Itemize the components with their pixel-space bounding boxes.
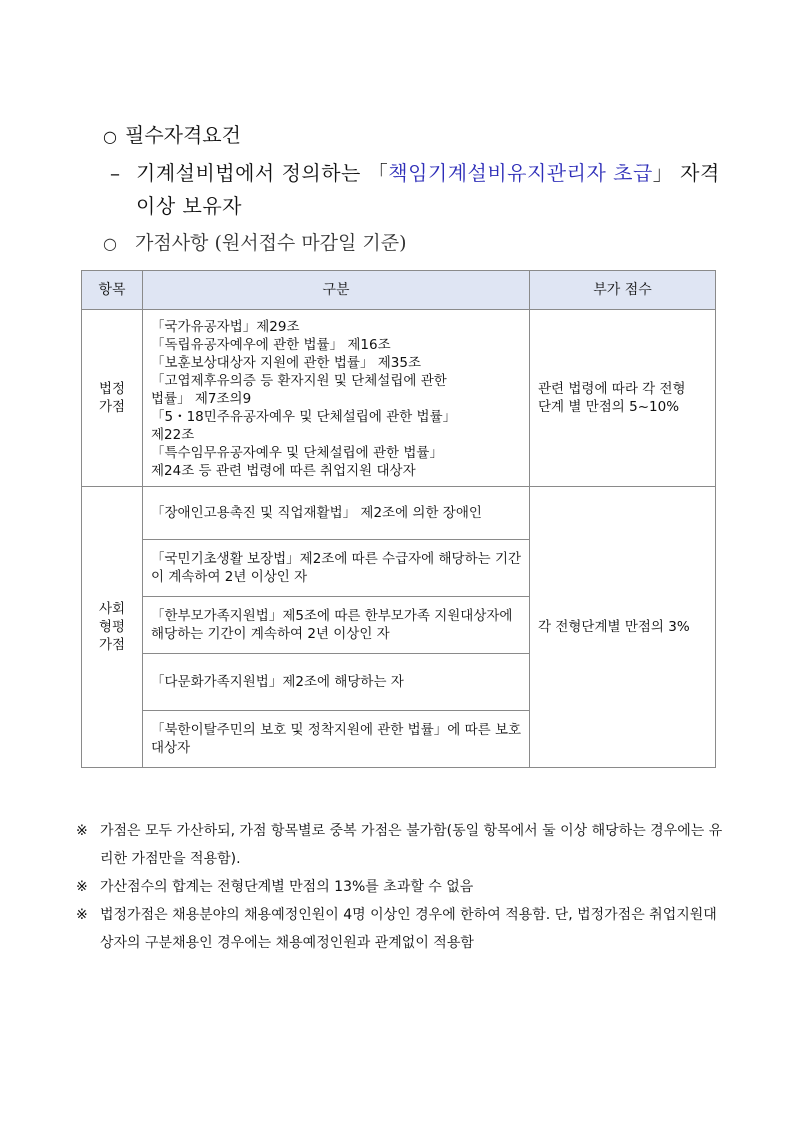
essential-heading xyxy=(103,121,241,151)
social-item: 「다문화가족지원법」제2조에 해당하는 자 xyxy=(143,654,530,711)
social-category-line: 형평 xyxy=(98,619,126,635)
legal-row xyxy=(82,310,716,487)
social-item: 「국민기초생활 보장법」제2조에 따른 수급자에 해당하는 기간이 계속하여 2년 이상인 자 xyxy=(143,540,530,597)
note-text: 가점은 모두 가산하되, 가점 항목별로 중복 가점은 불가함(동일 항목에서 둘 이상 해당하는 경우에는 유리한 가점만을 적용함). xyxy=(100,823,723,867)
requirement-highlight: 책임기계설비유지관리자 초급 xyxy=(388,161,653,185)
law-line: 법률」 제7조의9 xyxy=(151,391,252,407)
law-line: 「독립유공자예우에 관한 법률」 제16조 xyxy=(151,337,391,353)
legal-score-line: 관련 법령에 따라 각 전형 xyxy=(538,381,686,397)
header-score: 부가 점수 xyxy=(530,271,716,310)
law-line: 「5・18민주유공자예우 및 단체설립에 관한 법률」 xyxy=(151,409,457,425)
law-line: 제24조 등 관련 법령에 따른 취업지원 대상자 xyxy=(151,463,416,479)
header-division: 구분 xyxy=(143,271,530,310)
requirement-text-after: 」 자격 xyxy=(652,161,720,185)
notes xyxy=(76,817,726,957)
bonus-heading xyxy=(103,229,407,258)
law-line: 「국가유공자법」제29조 xyxy=(151,319,300,335)
requirement-line-2: 이상 보유자 xyxy=(136,194,242,218)
essential-requirement xyxy=(110,157,730,223)
social-row xyxy=(82,487,716,540)
requirement-text-before: 기계설비법에서 정의하는 「 xyxy=(136,161,389,185)
note-item xyxy=(76,817,726,873)
social-category-line: 가점 xyxy=(98,637,126,653)
reference-mark-icon: ※ xyxy=(76,907,88,923)
table-header-row xyxy=(82,271,716,310)
legal-category-line: 가점 xyxy=(98,399,126,415)
dash-bullet-icon: – xyxy=(110,161,121,185)
bonus-heading-text: 가점사항 (원서접수 마감일 기준) xyxy=(135,232,407,254)
legal-score-line: 단계 별 만점의 5~10% xyxy=(538,399,680,415)
reference-mark-icon: ※ xyxy=(76,823,88,839)
legal-category-line: 법정 xyxy=(98,381,126,397)
social-item: 「장애인고용촉진 및 직업재활법」 제2조에 의한 장애인 xyxy=(143,487,530,540)
note-item xyxy=(76,873,726,901)
legal-laws-cell xyxy=(143,310,530,487)
law-line: 「보훈보상대상자 지원에 관한 법률」 제35조 xyxy=(151,355,421,371)
law-line: 「고엽제후유의증 등 환자지원 및 단체설립에 관한 xyxy=(151,373,447,389)
social-category xyxy=(82,487,143,768)
social-score: 각 전형단계별 만점의 3% xyxy=(530,487,716,768)
essential-heading-text: 필수자격요건 xyxy=(125,123,241,147)
social-item: 「북한이탈주민의 보호 및 정착지원에 관한 법률」에 따른 보호대상자 xyxy=(143,711,530,768)
header-category: 항목 xyxy=(82,271,143,310)
note-text: 가산점수의 합계는 전형단계별 만점의 13%를 초과할 수 없음 xyxy=(100,879,474,895)
social-item: 「한부모가족지원법」제5조에 따른 한부모가족 지원대상자에 해당하는 기간이 계속하여 2년 이상인 자 xyxy=(143,597,530,654)
requirement-line-1 xyxy=(110,157,730,190)
law-line: 제22조 xyxy=(151,427,195,443)
note-text: 법정가점은 채용분야의 채용예정인원이 4명 이상인 경우에 한하여 적용함. 단, 법정가점은 취업지원대상자의 구분채용인 경우에는 채용예정인원과 관계없이 적용함 xyxy=(100,907,717,951)
circle-bullet-icon: ○ xyxy=(103,127,117,146)
note-item xyxy=(76,901,726,957)
law-line: 「특수임무유공자예우 및 단체설립에 관한 법률」 xyxy=(151,445,443,461)
reference-mark-icon: ※ xyxy=(76,879,88,895)
legal-score xyxy=(530,310,716,487)
circle-bullet-icon: ○ xyxy=(103,234,117,253)
social-category-line: 사회 xyxy=(98,601,126,617)
legal-category xyxy=(82,310,143,487)
bonus-points-table xyxy=(81,270,716,768)
